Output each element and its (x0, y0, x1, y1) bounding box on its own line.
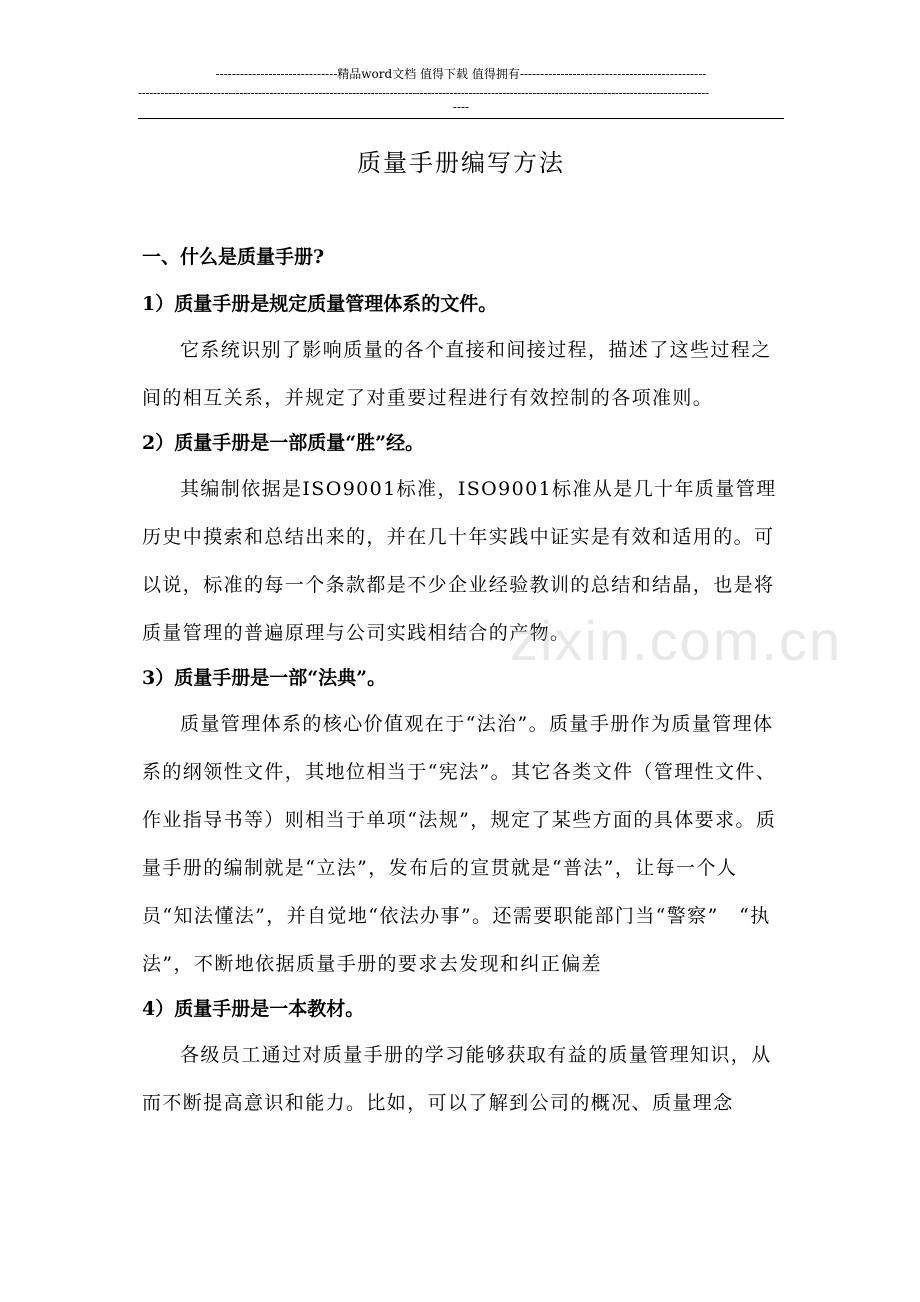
item-heading-3: 3）质量手册是一部“法典”。 (142, 667, 387, 689)
item-body-1: 它系统识别了影响质量的各个直接和间接过程，描述了这些过程之间的相互关系，并规定了对重要过程进行有效控制的各项准则。 (142, 339, 772, 409)
section-heading: 一、什么是质量手册? (142, 246, 325, 268)
header-dash-tail: ---- (452, 100, 470, 114)
item-heading-4: 4）质量手册是一本教材。 (142, 998, 365, 1020)
watermark: zixin.com.cn (510, 609, 843, 672)
item-heading-2: 2）质量手册是一部质量“胜”经。 (142, 432, 425, 454)
item-body-4: 各级员工通过对质量手册的学习能够获取有益的质量管理知识，从而不断提高意识和能力。比如，可以了解到公司的概况、质量理念 (142, 1044, 772, 1114)
header-rule (138, 118, 784, 119)
document-body (142, 242, 786, 1133)
item-body-2: 其编制依据是ISO9001标准，ISO9001标准从是几十年质量管理历史中摸索和总结出来的，并在几十年实践中证实是有效和适用的。可以说，标准的每一个条款都是不少企业经验教训的总结和结晶，也是将质量管理的普遍原理与公司实践相结合的产物。 (142, 478, 777, 644)
item-heading-1: 1）质量手册是规定质量管理体系的文件。 (142, 293, 498, 315)
header-banner: ------------------------------精品word文档 值得下载 值得拥有---------------------------------------------- (215, 67, 707, 81)
item-body-3: 质量管理体系的核心价值观在于“法治”。质量手册作为质量管理体系的纲领性文件，其地位相当于“宪法”。其它各类文件（管理性文件、作业指导书等）则相当于单项“法规”，规定了某些方面的具体要求。质量手册的编制就是“立法”，发布后的宣贯就是“普法”，让每一个人员“知法懂法”，并自觉地“依法办事”。还需要职能部门当“警察” “执法”，不断地依据质量手册的要求去发现和纠正偏差 (142, 713, 777, 975)
header-dash-line: -------------------------------------------------------------------------------------------------------------------------------------------------------- (138, 86, 709, 100)
document-title: 质量手册编写方法 (357, 149, 565, 177)
